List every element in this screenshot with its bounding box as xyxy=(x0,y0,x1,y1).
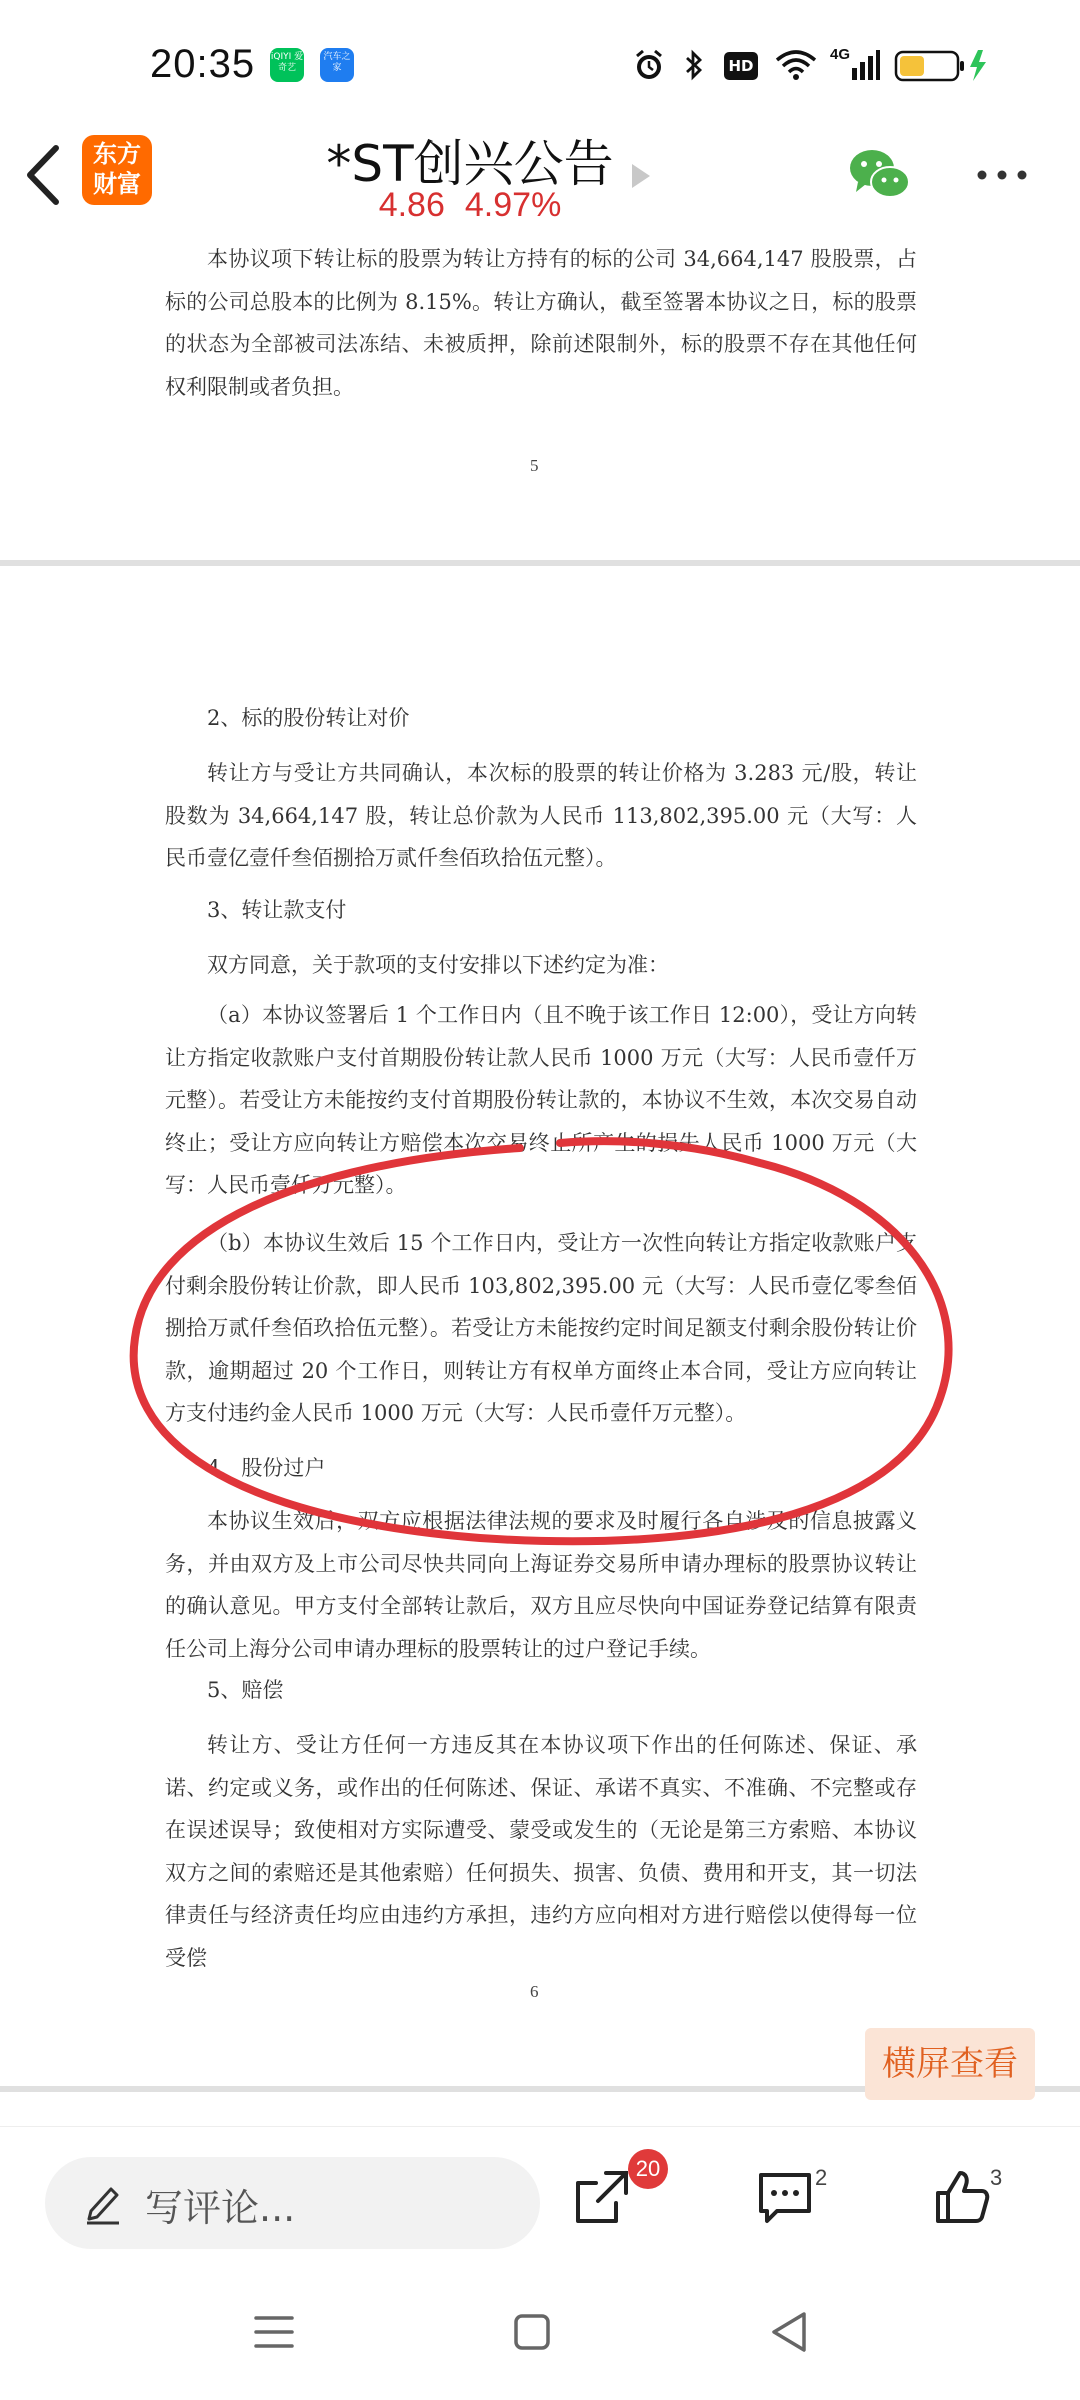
paragraph-compensation: 转让方、受让方任何一方违反其在本协议项下作出的任何陈述、保证、承诺、约定或义务，或作出的任何陈述、保证、承诺不真实、不准确、不完整或存在误述误导；致使相对方实际遭受、蒙受或发生的（无论是第三方索赔、本协议双方之间的索赔还是其他索赔）任何损失、损害、负债、费用和开支，其一切法律责任与经济责任均应由违约方承担，违约方应向相对方进行赔偿以使得每一位受偿 xyxy=(165,1733,917,1970)
heading-compensation: 5、赔偿 xyxy=(207,1678,284,1702)
stock-change: 4.97% xyxy=(464,186,562,224)
paragraph-share-transfer: 本协议生效后，双方应根据法律法规的要求及时履行各自涉及的信息披露义务，并由双方及上市公司尽快共同向上海证券交易所申请办理标的股票协议转让的确认意见。甲方支付全部转让款后，双方且应尽快向中国证券登记结算有限责任公司上海分公司申请办理标的股票转让的过户登记手续。 xyxy=(165,1509,917,1661)
more-options-icon[interactable] xyxy=(972,160,1032,190)
like-count: 3 xyxy=(990,2165,1003,2190)
share-count-badge: 20 xyxy=(628,2149,668,2189)
landscape-view-button[interactable]: 横屏查看 xyxy=(865,2028,1035,2100)
wechat-share-icon[interactable] xyxy=(846,146,912,202)
bottom-action-bar xyxy=(0,2126,1080,2261)
system-nav-bar xyxy=(0,2260,1080,2400)
pencil-icon xyxy=(83,2181,123,2225)
status-time: 20:35 xyxy=(150,42,256,86)
comment-icon[interactable] xyxy=(755,2167,815,2227)
wifi-icon xyxy=(774,48,818,82)
back-arrow-icon[interactable] xyxy=(20,140,70,210)
comment-placeholder: 写评论... xyxy=(145,2186,296,2230)
back-triangle-icon[interactable] xyxy=(760,2302,820,2362)
signal-icon xyxy=(832,48,880,82)
share-icon[interactable] xyxy=(572,2167,632,2227)
iqiyi-app-icon: iQIYI 爱奇艺 xyxy=(270,48,304,82)
heading-transfer-price: 2、标的股份转让对价 xyxy=(207,706,410,730)
heading-payment: 3、转让款支付 xyxy=(207,898,347,922)
home-square-icon[interactable] xyxy=(502,2302,562,2362)
paragraph-payment-a: （a）本协议签署后 1 个工作日内（且不晚于该工作日 12:00），受让方向转让方指定收款账户支付首期股份转让款人民币 1000 万元（大写：人民币壹仟万元整）。若受让方未能按约支付首期股份转让款的，本协议不生效，本次交易自动终止；受让方应向转让方赔偿本次交易终止所产生的损失人民币 1000 万元（大写：人民币壹仟万元整）。 xyxy=(165,1003,917,1197)
comment-input[interactable] xyxy=(45,2157,540,2249)
autohome-app-icon: 汽车之家 xyxy=(320,48,354,82)
eastmoney-logo: 东方财富 xyxy=(82,135,152,205)
thumbs-up-icon[interactable] xyxy=(932,2167,992,2227)
paragraph-payment-intro: 双方同意，关于款项的支付安排以下述约定为准： xyxy=(207,953,669,977)
hd-icon: HD xyxy=(724,52,758,80)
red-circle-annotation xyxy=(0,238,1080,2126)
comment-count: 2 xyxy=(815,2165,828,2190)
triangle-right-icon[interactable] xyxy=(628,160,654,192)
stock-price: 4.86 xyxy=(378,186,445,224)
network-type: 4G xyxy=(830,46,851,63)
page-title: *ST创兴公告 xyxy=(326,135,614,193)
page-number-5: 5 xyxy=(530,456,539,475)
page-number-6: 6 xyxy=(530,1982,539,2001)
status-bar xyxy=(0,0,1080,120)
heading-share-transfer: 4、股份过户 xyxy=(207,1456,326,1480)
bluetooth-icon xyxy=(682,48,706,82)
paragraph-target-shares: 本协议项下转让标的股票为转让方持有的标的公司 34,664,147 股股票，占标的公司总股本的比例为 8.15%。转让方确认，截至签署本协议之日，标的股票的状态为全部被司法冻结、未被质押，除前述限制外，标的股票不存在其他任何权利限制或者负担。 xyxy=(165,247,917,399)
paragraph-payment-b: （b）本协议生效后 15 个工作日内，受让方一次性向转让方指定收款账户支付剩余股份转让价款，即人民币 103,802,395.00 元（大写：人民币壹亿零叁佰捌拾万贰仟叁佰玖拾伍元整）。若受让方未能按约定时间足额支付剩余股份转让价款，逾期超过 20 个工作日，则转让方有权单方面终止本合同，受让方应向转让方支付违约金人民币 1000 万元（大写：人民币壹仟万元整）。 xyxy=(165,1231,917,1425)
app-header xyxy=(0,120,1080,238)
battery-icon xyxy=(894,48,990,82)
menu-icon[interactable] xyxy=(244,2302,304,2362)
paragraph-transfer-price: 转让方与受让方共同确认，本次标的股票的转让价格为 3.283 元/股，转让股数为 34,664,147 股，转让总价款为人民币 113,802,395.00 元（大写：人民币壹亿壹仟叁佰捌拾万贰仟叁佰玖拾伍元整）。 xyxy=(165,761,917,870)
stock-quote[interactable] xyxy=(300,186,640,225)
alarm-icon xyxy=(632,48,666,82)
document-viewer[interactable] xyxy=(0,238,1080,2126)
